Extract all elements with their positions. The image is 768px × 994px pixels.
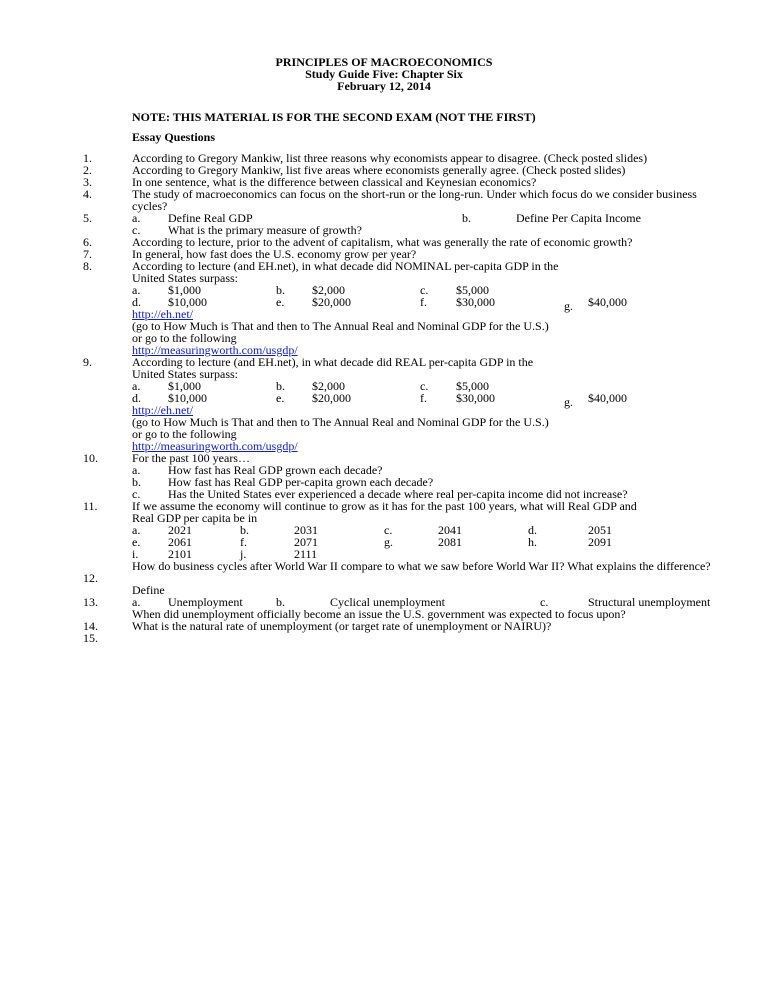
q11-option-letter: b. [240, 523, 249, 537]
q5-b-letter: b. [462, 211, 471, 225]
eh-net-link[interactable]: http://eh.net/ [132, 307, 193, 321]
q9-option-letter: b. [276, 379, 285, 393]
question-number: 1. [83, 151, 92, 165]
q11-option-letter: e. [132, 535, 141, 549]
q9-option-value: $5,000 [456, 379, 489, 393]
question-number: 9. [83, 355, 92, 369]
document-title: PRINCIPLES OF MACROECONOMICS [275, 55, 493, 69]
eh-net-link[interactable]: http://eh.net/ [132, 403, 193, 417]
question-10-text: For the past 100 years… [132, 451, 250, 465]
q5-a-text: Define Real GDP [168, 211, 253, 225]
q5-c-text: What is the primary measure of growth? [168, 223, 362, 237]
question-8-text-cont: United States surpass: [132, 271, 238, 285]
q9-option-letter: d. [132, 391, 141, 405]
q8-option-value: $1,000 [168, 283, 201, 297]
question-3-text: In one sentence, what is the difference between classical and Keynesian economics? [132, 175, 537, 189]
q10-item-letter: a. [132, 463, 141, 477]
q9-or-text: or go to the following [132, 427, 237, 441]
question-number: 2. [83, 163, 92, 177]
q13-b-letter: b. [276, 595, 285, 609]
q11-option-value: 2031 [294, 523, 318, 537]
question-number: 11. [83, 499, 98, 513]
q13-c-letter: c. [540, 595, 549, 609]
q11-option-letter: c. [384, 523, 393, 537]
question-9-text: According to lecture (and EH.net), in what decade did REAL per-capita GDP in the [132, 355, 534, 369]
measuringworth-link[interactable]: http://measuringworth.com/usgdp/ [132, 343, 298, 357]
q8-option-letter: d. [132, 295, 141, 309]
question-15-text: What is the natural rate of unemployment (or target rate of unemployment or NAIRU)? [132, 619, 552, 633]
q8-instruction: (go to How Much is That and then to The Annual Real and Nominal GDP for the U.S.) [132, 319, 549, 333]
q11-option-value: 2021 [168, 523, 192, 537]
question-number: 13. [83, 595, 98, 609]
question-number: 12. [83, 571, 98, 585]
q9-option-letter: e. [276, 391, 285, 405]
q11-option-value: 2111 [294, 547, 318, 561]
question-number: 7. [83, 247, 92, 261]
q11-option-letter: i. [132, 547, 139, 561]
q11-option-letter: h. [528, 535, 537, 549]
q8-option-value: $30,000 [456, 295, 495, 309]
q8-option-letter: f. [420, 295, 427, 309]
q5-b-text: Define Per Capita Income [516, 211, 641, 225]
q8-option-value: $2,000 [312, 283, 345, 297]
q11-option-value: 2051 [588, 523, 612, 537]
q10-item-letter: b. [132, 475, 141, 489]
q11-option-value: 2061 [168, 535, 192, 549]
q9-option-letter: c. [420, 379, 429, 393]
question-13-text: Define [132, 583, 165, 597]
q8-option-value: $5,000 [456, 283, 489, 297]
question-number: 15. [83, 631, 98, 645]
q8-option-letter: b. [276, 283, 285, 297]
q8-or-text: or go to the following [132, 331, 237, 345]
q11-option-value: 2081 [438, 535, 462, 549]
question-number: 6. [83, 235, 92, 249]
question-number: 4. [83, 187, 92, 201]
q11-option-value: 2091 [588, 535, 612, 549]
q10-item-text: Has the United States ever experienced a decade where real per-capita income did not increase? [168, 487, 628, 501]
question-9-text-cont: United States surpass: [132, 367, 238, 381]
q9-option-letter: g. [564, 395, 573, 409]
q13-a-text: Unemployment [168, 595, 243, 609]
q10-item-text: How fast has Real GDP per-capita grown each decade? [168, 475, 434, 489]
q8-option-letter: a. [132, 283, 141, 297]
q10-item-letter: c. [132, 487, 141, 501]
q9-option-value: $30,000 [456, 391, 495, 405]
q11-option-letter: a. [132, 523, 141, 537]
question-6-text: According to lecture, prior to the advent of capitalism, what was generally the rate of economic growth? [132, 235, 633, 249]
q8-option-value: $20,000 [312, 295, 351, 309]
question-11-text-cont: Real GDP per capita be in [132, 511, 258, 525]
question-number: 10. [83, 451, 98, 465]
q13-c-text: Structural unemployment [588, 595, 711, 609]
question-14-text: When did unemployment officially become an issue the U.S. government was expected to focus upon? [132, 607, 626, 621]
q9-option-value: $2,000 [312, 379, 345, 393]
section-title: Essay Questions [132, 130, 216, 144]
q13-b-text: Cyclical unemployment [330, 595, 445, 609]
q8-option-letter: g. [564, 299, 573, 313]
q9-option-value: $40,000 [588, 391, 627, 405]
measuringworth-link[interactable]: http://measuringworth.com/usgdp/ [132, 439, 298, 453]
q9-option-letter: a. [132, 379, 141, 393]
q11-option-letter: g. [384, 535, 393, 549]
q8-option-letter: c. [420, 283, 429, 297]
question-12-text: How do business cycles after World War II compare to what we saw before World War II? What explains the difference? [132, 559, 711, 573]
q11-option-value: 2041 [438, 523, 462, 537]
q9-option-letter: f. [420, 391, 427, 405]
q11-option-letter: j. [240, 547, 247, 561]
question-8-text: According to lecture (and EH.net), in what decade did NOMINAL per-capita GDP in the [132, 259, 559, 273]
q9-option-value: $1,000 [168, 379, 201, 393]
q9-option-value: $20,000 [312, 391, 351, 405]
q5-c-letter: c. [132, 223, 141, 237]
q11-option-letter: f. [240, 535, 247, 549]
q9-option-value: $10,000 [168, 391, 207, 405]
question-7-text: In general, how fast does the U.S. economy grow per year? [132, 247, 417, 261]
question-number: 8. [83, 259, 92, 273]
q8-option-value: $40,000 [588, 295, 627, 309]
q13-a-letter: a. [132, 595, 141, 609]
q8-option-value: $10,000 [168, 295, 207, 309]
q11-option-value: 2071 [294, 535, 318, 549]
document-date: February 12, 2014 [337, 79, 431, 93]
question-number: 14. [83, 619, 98, 633]
q5-a-letter: a. [132, 211, 141, 225]
q10-item-text: How fast has Real GDP grown each decade? [168, 463, 383, 477]
q8-option-letter: e. [276, 295, 285, 309]
document-subtitle: Study Guide Five: Chapter Six [305, 67, 463, 81]
question-1-text: According to Gregory Mankiw, list three reasons why economists appear to disagree. (Check posted slides) [132, 151, 648, 165]
exam-note: NOTE: THIS MATERIAL IS FOR THE SECOND EXAM (NOT THE FIRST) [132, 110, 536, 124]
q11-option-letter: d. [528, 523, 537, 537]
question-number: 5. [83, 211, 92, 225]
question-4-text: The study of macroeconomics can focus on the short-run or the long-run. Under which focus do we consider business cycles? [132, 187, 697, 213]
q9-instruction: (go to How Much is That and then to The Annual Real and Nominal GDP for the U.S.) [132, 415, 549, 429]
q11-option-value: 2101 [168, 547, 192, 561]
question-11-text: If we assume the economy will continue to grow as it has for the past 100 years, what will Real GDP and [132, 499, 637, 513]
question-number: 3. [83, 175, 92, 189]
question-2-text: According to Gregory Mankiw, list five areas where economists generally agree. (Check posted slides) [132, 163, 626, 177]
